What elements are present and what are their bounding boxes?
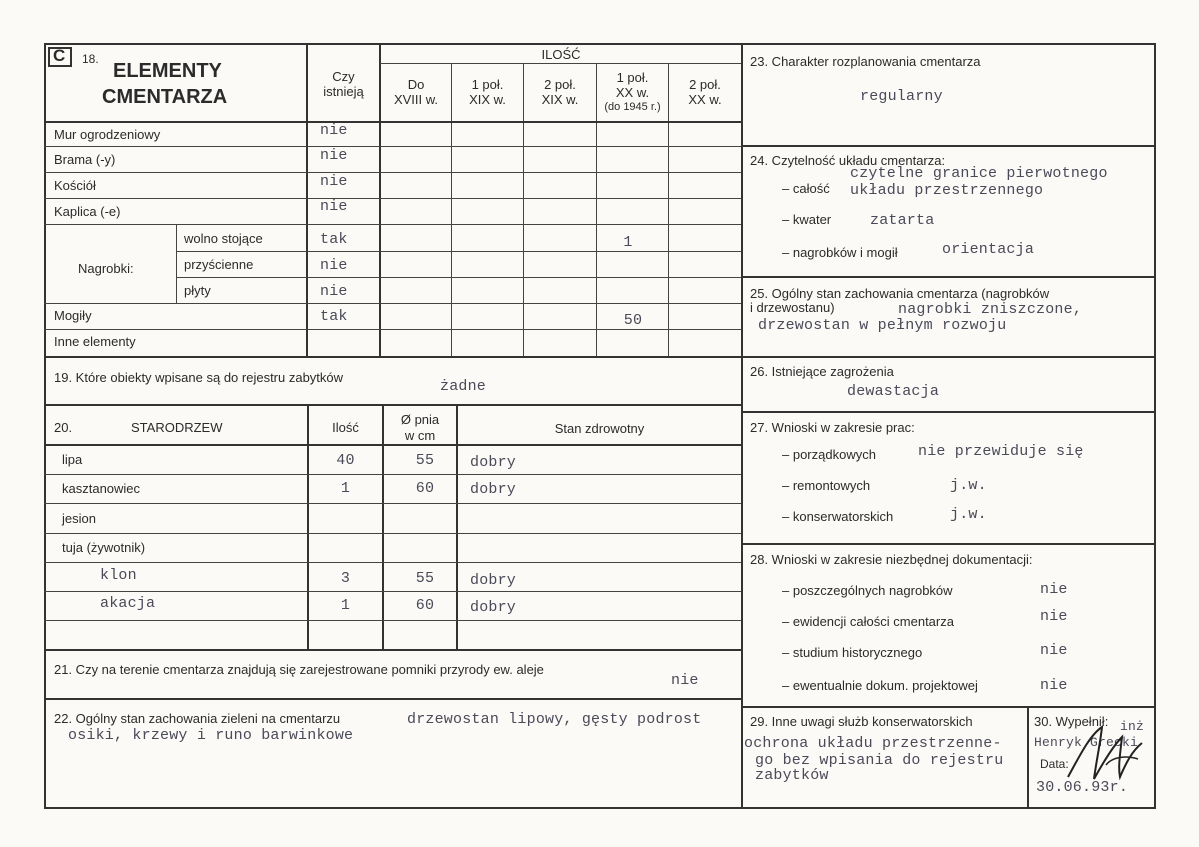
section-28-studium-label: – studium historycznego [782,645,923,660]
col-stan-label: Stan zdrowotny [554,421,645,436]
section-25-value-2: drzewostan w pełnym rozwoju [758,317,1007,334]
tree-stan-klon: dobry [470,572,517,589]
section-22-value-2: osiki, krzewy i runo barwinkowe [68,727,354,744]
col-ilosc-label: Ilość [332,420,359,435]
section-18-title-2: CMENTARZA [102,86,228,108]
section-30-name-1: inż [1120,719,1145,734]
tree-pien-klon: 55 [415,570,435,587]
count-wolno-stojace-value: 1 [623,234,633,251]
czy-przyscienne-value: nie [320,257,348,274]
col-czy-label-2: istnieją [323,84,364,99]
section-20-title: STARODRZEW [131,420,223,435]
tree-stan-kasztanowiec: dobry [470,481,517,498]
tree-ilosc-klon: 3 [340,570,351,587]
tree-stan-lipa: dobry [470,454,517,471]
section-18-title-1: ELEMENTY [113,60,222,82]
section-30-label: 30. Wypełnił: [1034,714,1109,729]
section-30-date-value: 30.06.93r. [1036,779,1129,796]
tree-name-lipa: lipa [62,452,83,467]
tree-name-klon: klon [100,567,137,584]
section-24-total-value-1: czytelne granice pierwotnego [850,165,1108,182]
czy-kaplica-value: nie [320,198,348,215]
section-25-label-2: i drzewostanu) [750,300,835,315]
section-mark: C [53,46,66,65]
period-5-line-1: 2 poł. [689,77,721,92]
period-2-line-2: XIX w. [469,92,506,107]
section-19-value: żadne [440,378,487,395]
tree-ilosc-kasztanowiec: 1 [340,480,351,497]
period-4-line-3: (do 1945 r.) [604,101,661,113]
section-30-name-2: Henryk Grecki [1034,735,1139,750]
tree-ilosc-akacja: 1 [340,597,351,614]
section-27-porzadkowych-value: nie przewiduje się [918,443,1084,460]
row-label-brama: Brama (-y) [54,152,116,167]
col-pnia-label-1: Ø pnia [400,412,440,427]
section-26-label: 26. Istniejące zagrożenia [750,364,894,379]
period-5-line-2: XX w. [688,92,722,107]
czy-plyty-value: nie [320,283,348,300]
section-27-label: 27. Wnioski w zakresie prac: [750,420,915,435]
row-label-mur: Mur ogrodzeniowy [54,127,161,142]
section-28-nagrobkow-label: – poszczególnych nagrobków [782,583,953,598]
section-26-value: dewastacja [847,383,940,400]
period-1-line-2: XVIII w. [393,92,439,107]
section-27-porzadkowych-label: – porządkowych [782,447,876,462]
section-29-label: 29. Inne uwagi służb konserwatorskich [750,714,973,729]
tree-name-kasztanowiec: kasztanowiec [62,481,141,496]
section-24-nagrobkow-value: orientacja [942,241,1035,258]
row-label-inne: Inne elementy [54,334,136,349]
section-28-nagrobkow-value: nie [1040,581,1068,598]
czy-kosciol-value: nie [320,173,348,190]
row-label-wolno-stojace: wolno stojące [184,231,263,246]
col-czy-label-1: Czy [332,69,355,84]
section-22-value-1: drzewostan lipowy, gęsty podrost [407,711,702,728]
section-24-total-label: – całość [782,181,830,196]
czy-wolno-stojace-value: tak [320,231,348,248]
section-23-label: 23. Charakter rozplanowania cmentarza [750,54,981,69]
row-label-nagrobki: Nagrobki: [78,261,134,276]
section-23-value: regularny [860,88,943,105]
section-28-projektowej-label: – ewentualnie dokum. projektowej [782,678,978,693]
section-24-nagrobkow-label: – nagrobków i mogił [782,245,898,260]
period-3-line-2: XIX w. [541,92,579,107]
ilosc-header: ILOŚĆ [541,47,581,62]
tree-stan-akacja: dobry [470,599,517,616]
czy-mogily-value: tak [320,308,348,325]
count-mogily-value: 50 [623,312,643,329]
tree-pien-lipa: 55 [415,452,435,469]
section-29-value-3: zabytków [755,767,829,784]
section-24-kwater-value: zatarta [870,212,935,229]
section-29-value-1: ochrona układu przestrzenne- [744,735,1002,752]
row-label-przyscienne: przyścienne [184,257,254,272]
section-19-label: 19. Które obiekty wpisane są do rejestru zabytków [54,370,344,385]
tree-pien-akacja: 60 [415,597,435,614]
section-30-date-label: Data: [1040,757,1069,771]
section-27-remontowych-label: – remontowych [782,478,871,493]
period-1-line-1: Do [407,77,425,92]
tree-ilosc-lipa: 40 [336,452,355,469]
period-2-line-1: 1 poł. [471,77,504,92]
section-20-number: 20. [54,420,73,435]
tree-name-tuja: tuja (żywotnik) [62,540,146,555]
section-28-projektowej-value: nie [1040,677,1068,694]
row-label-plyty: płyty [184,283,211,298]
section-27-konserwatorskich-value: j.w. [950,506,987,523]
row-label-kosciol: Kościół [54,178,96,193]
section-27-remontowych-value: j.w. [950,477,987,494]
czy-mur-value: nie [320,122,348,139]
tree-pien-kasztanowiec: 60 [415,480,435,497]
section-28-ewidencji-value: nie [1040,608,1068,625]
row-label-kaplica: Kaplica (-e) [54,204,121,219]
section-28-studium-value: nie [1040,642,1068,659]
section-27-konserwatorskich-label: – konserwatorskich [782,509,894,524]
section-18-number: 18. [82,52,99,66]
col-pnia-label-2: w cm [404,428,436,443]
section-24-kwater-label: – kwater [782,212,832,227]
czy-brama-value: nie [320,147,348,164]
section-25-label-1: 25. Ogólny stan zachowania cmentarza (nagrobków [750,286,1050,301]
section-29-value-2: go bez wpisania do rejestru [755,752,1004,769]
period-3-line-1: 2 poł. [544,77,576,92]
section-28-label: 28. Wnioski w zakresie niezbędnej dokumentacji: [750,552,1033,567]
section-24-label: 24. Czytelność układu cmentarza: [750,153,946,168]
signature [1060,715,1150,795]
tree-name-akacja: akacja [100,595,156,612]
section-24-total-value-2: układu przestrzennego [850,182,1044,199]
period-4-line-1: 1 poł. [616,70,649,85]
period-4-line-2: XX w. [615,85,650,100]
section-21-value: nie [671,672,699,689]
section-21-label: 21. Czy na terenie cmentarza znajdują się zarejestrowane pomniki przyrody ew. aleje [54,662,544,677]
row-label-mogily: Mogiły [54,308,92,323]
section-28-ewidencji-label: – ewidencji całości cmentarza [782,614,954,629]
section-25-value-1: nagrobki zniszczone, [898,301,1083,318]
section-22-label: 22. Ogólny stan zachowania zieleni na cmentarzu [54,711,341,726]
tree-name-jesion: jesion [62,511,96,526]
